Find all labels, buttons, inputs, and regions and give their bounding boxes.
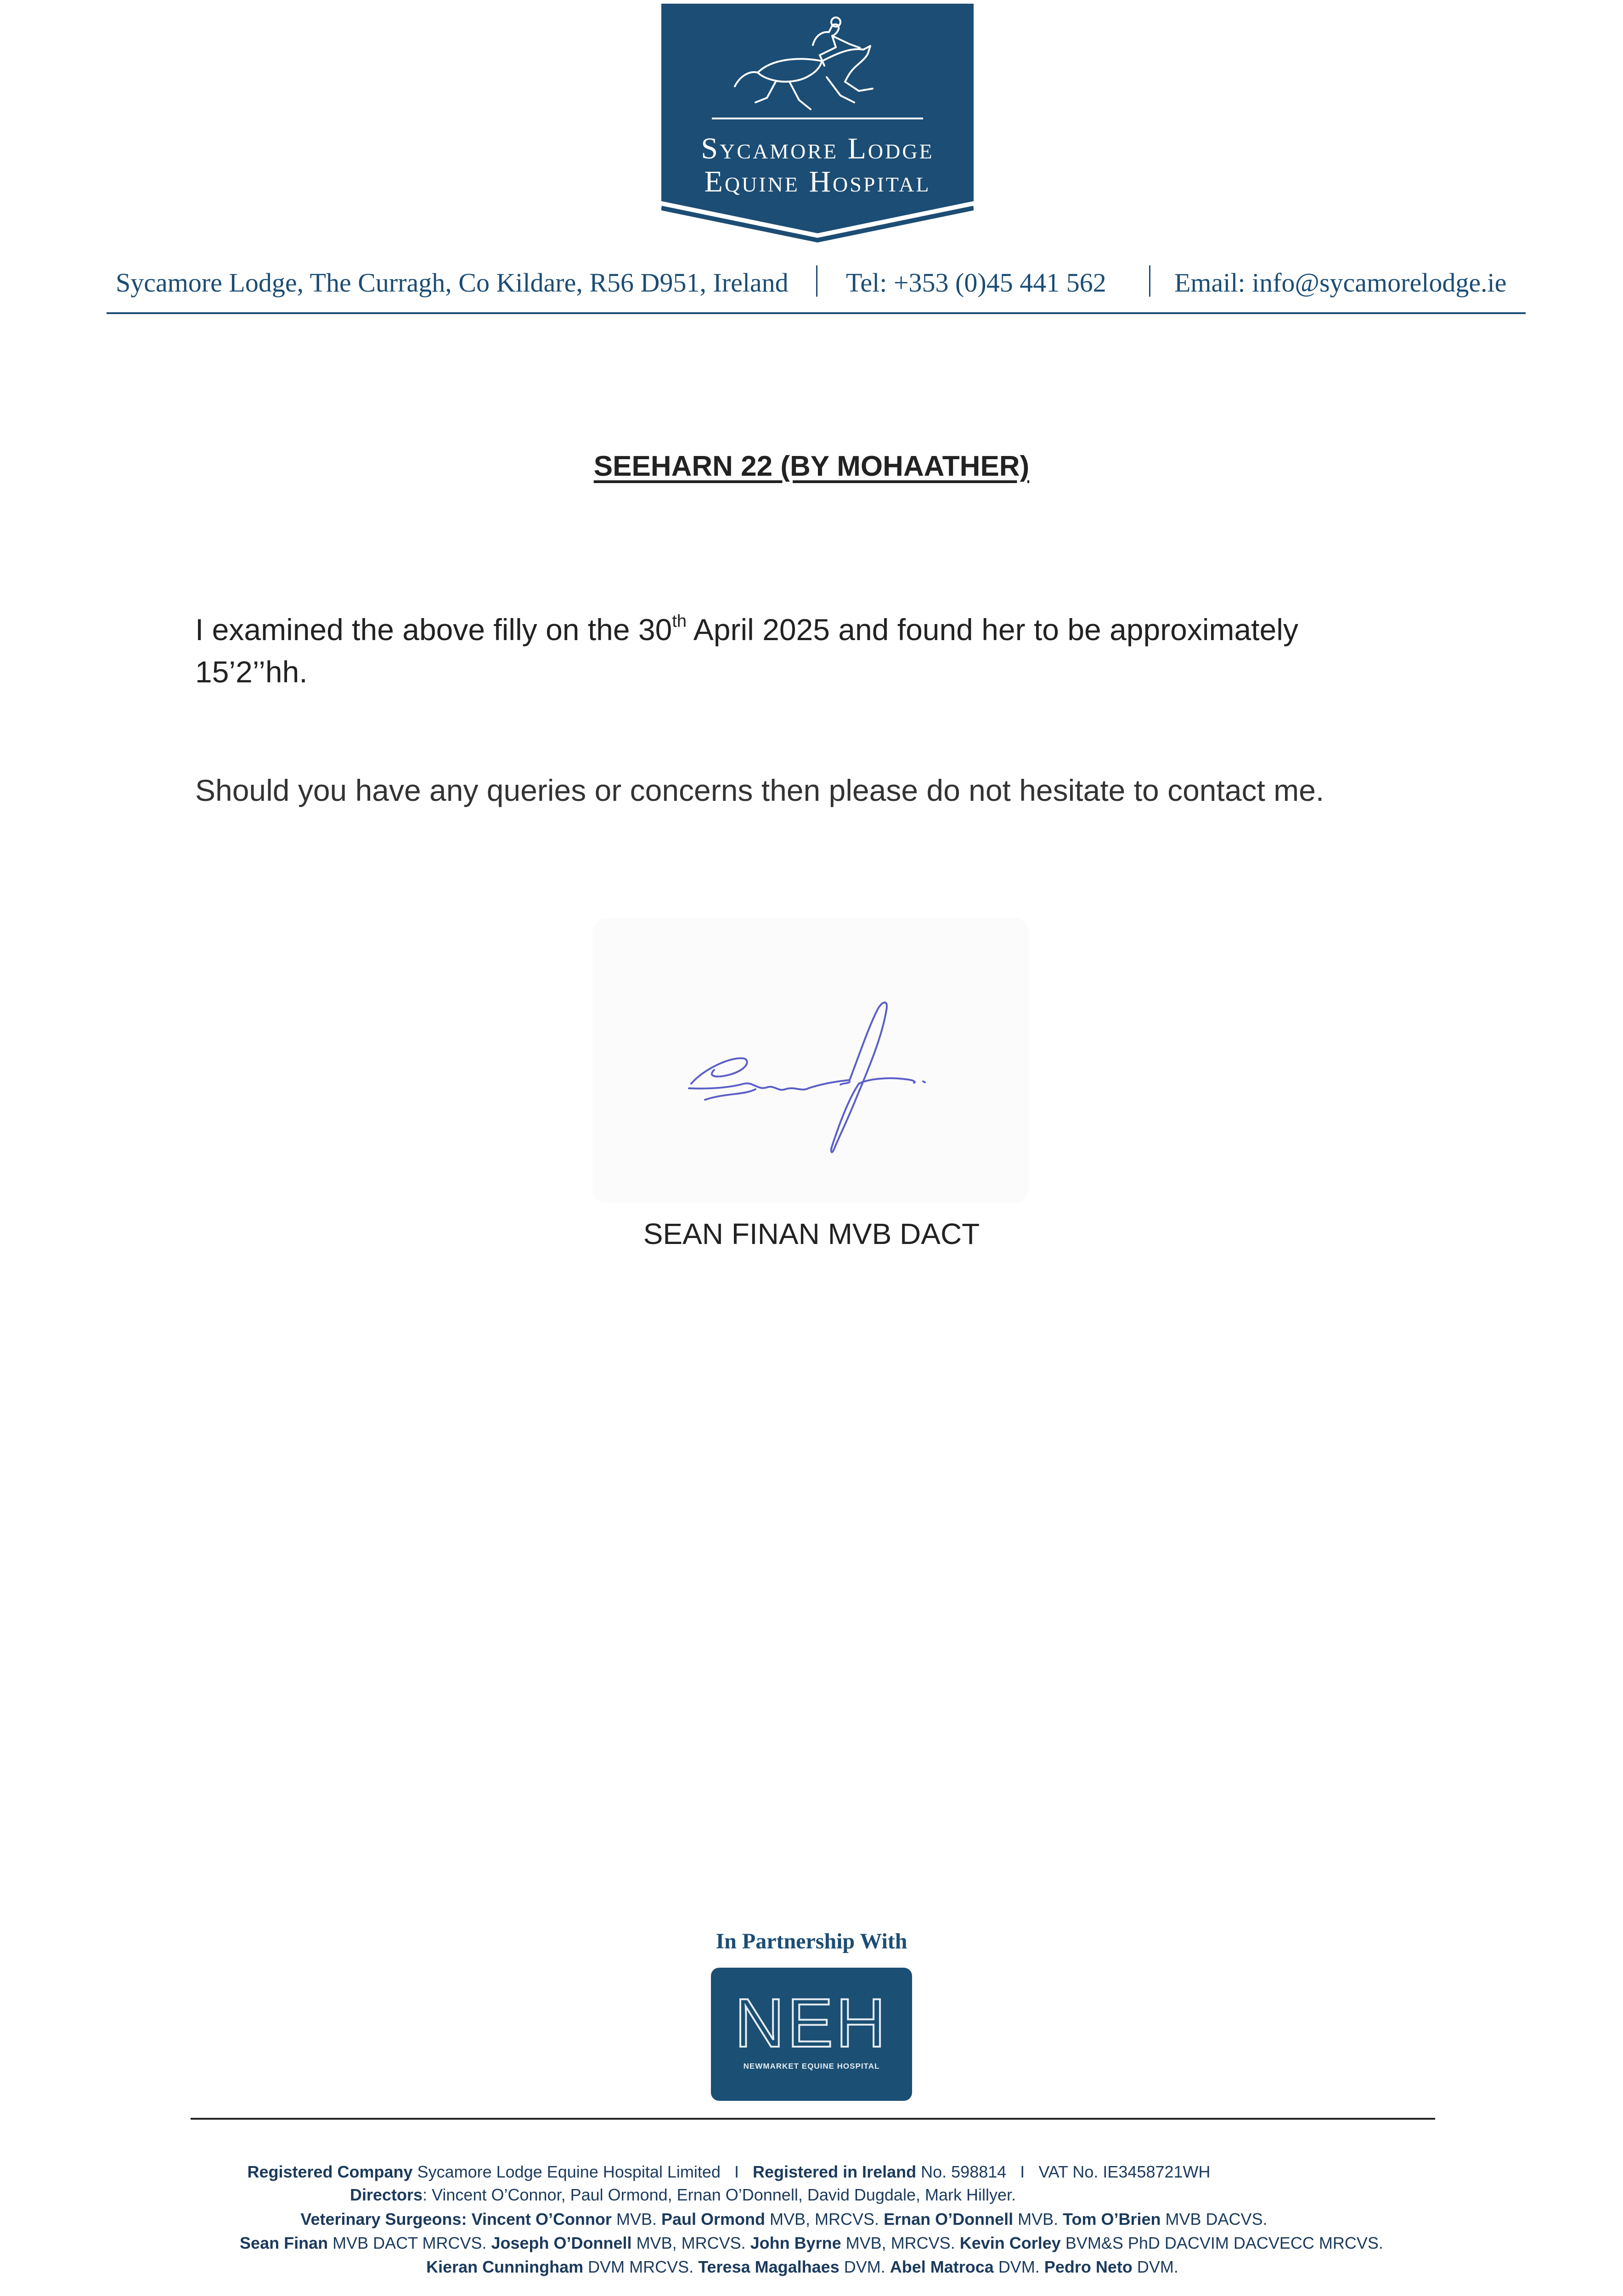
logo-line1: Sycamore Lodge xyxy=(701,132,934,165)
surgeon-name: Abel Matroca xyxy=(890,2257,994,2276)
surgeon-quals: DVM. xyxy=(998,2257,1040,2276)
footer-surgeons-line2 xyxy=(0,2232,1623,2255)
surgeon-quals: MVB. xyxy=(1018,2210,1059,2228)
surgeon-quals: MVB, MRCVS. xyxy=(770,2210,879,2228)
surgeon-name: Pedro Neto xyxy=(1044,2257,1133,2276)
telephone: Tel: +353 (0)45 441 562 xyxy=(846,268,1106,298)
directors-label: Directors xyxy=(349,2185,423,2204)
contact-bar xyxy=(107,262,1526,303)
document-title: SEEHARN 22 (BY MOHAATHER) xyxy=(593,450,1030,482)
logo-banner-shape xyxy=(661,4,974,242)
vat-number: VAT No. IE3458721WH xyxy=(1038,2162,1211,2181)
surgeon-name: Teresa Magalhaes xyxy=(698,2257,840,2276)
neh-logo xyxy=(711,1968,912,2101)
ordinal-suffix: th xyxy=(672,612,687,631)
header-divider xyxy=(107,312,1526,314)
surgeon-quals: DVM. xyxy=(1137,2257,1178,2276)
para1-text-end: April 2025 and found her to be approximately xyxy=(687,613,1298,647)
surgeon-name: Kevin Corley xyxy=(959,2234,1061,2252)
reg-ireland-value: No. 598814 xyxy=(921,2162,1007,2181)
reg-company-label: Registered Company xyxy=(247,2162,413,2181)
height-measurement: 15’2’’hh. xyxy=(195,655,308,689)
signature xyxy=(592,918,1029,1203)
hospital-logo xyxy=(661,4,974,242)
reg-company-value: Sycamore Lodge Equine Hospital Limited xyxy=(417,2162,721,2181)
neh-logo-letters: NEH xyxy=(734,1984,889,2061)
signature-ink xyxy=(592,918,1029,1203)
surgeon-name: Sean Finan xyxy=(240,2234,328,2252)
separator xyxy=(816,265,817,297)
surgeon-name: John Byrne xyxy=(750,2234,841,2252)
signatory-name: SEAN FINAN MVB DACT xyxy=(643,1217,980,1250)
footer-directors xyxy=(0,2183,1494,2206)
footer-divider xyxy=(191,2118,1435,2120)
surgeon-quals: MVB DACT MRCVS. xyxy=(332,2234,487,2252)
email: Email: info@sycamorelodge.ie xyxy=(1174,268,1507,298)
neh-logo-subtitle: NEWMARKET EQUINE HOSPITAL xyxy=(743,2062,880,2071)
examination-paragraph xyxy=(195,608,1389,693)
surgeon-name: Ernan O’Donnell xyxy=(884,2210,1014,2228)
partner-caption: In Partnership With xyxy=(716,1929,907,1953)
footer-surgeons-line3 xyxy=(0,2256,1614,2279)
surgeon-quals: BVM&S PhD DACVIM DACVECC MRCVS. xyxy=(1065,2234,1383,2252)
separator xyxy=(1149,265,1150,297)
surgeon-quals: DVM MRCVS. xyxy=(588,2257,694,2276)
surgeon-quals: MVB, MRCVS. xyxy=(636,2234,746,2252)
surgeon-name: Paul Ormond xyxy=(661,2210,766,2228)
para1-text-start: I examined the above filly on the 30 xyxy=(195,613,672,647)
address: Sycamore Lodge, The Curragh, Co Kildare, R56 D951, Ireland xyxy=(116,268,789,298)
reg-ireland-label: Registered in Ireland xyxy=(753,2162,917,2181)
surgeon-name: Vincent O’Connor xyxy=(471,2210,612,2228)
footer-separator: I xyxy=(734,2162,739,2181)
surgeon-quals: MVB, MRCVS. xyxy=(845,2234,955,2252)
surgeon-name: Tom O’Brien xyxy=(1063,2210,1161,2228)
footer-separator: I xyxy=(1020,2162,1025,2181)
surgeon-name: Kieran Cunningham xyxy=(426,2257,584,2276)
contact-paragraph: Should you have any queries or concerns then please do not hesitate to contact me. xyxy=(195,773,1324,807)
surgeon-quals: MVB. xyxy=(616,2210,657,2228)
surgeon-quals: DVM. xyxy=(844,2257,885,2276)
footer-surgeons-line1 xyxy=(0,2208,1595,2231)
surgeon-name: Joseph O’Donnell xyxy=(491,2234,632,2252)
surgeon-quals: MVB DACVS. xyxy=(1165,2210,1268,2228)
logo-line2: Equine Hospital xyxy=(704,165,931,198)
surgeons-label: Veterinary Surgeons: xyxy=(300,2210,467,2228)
directors-list: : Vincent O’Connor, Paul Ormond, Ernan O’Donnell, David Dugdale, Mark Hillyer. xyxy=(423,2185,1016,2204)
footer-registration xyxy=(0,2161,1540,2183)
